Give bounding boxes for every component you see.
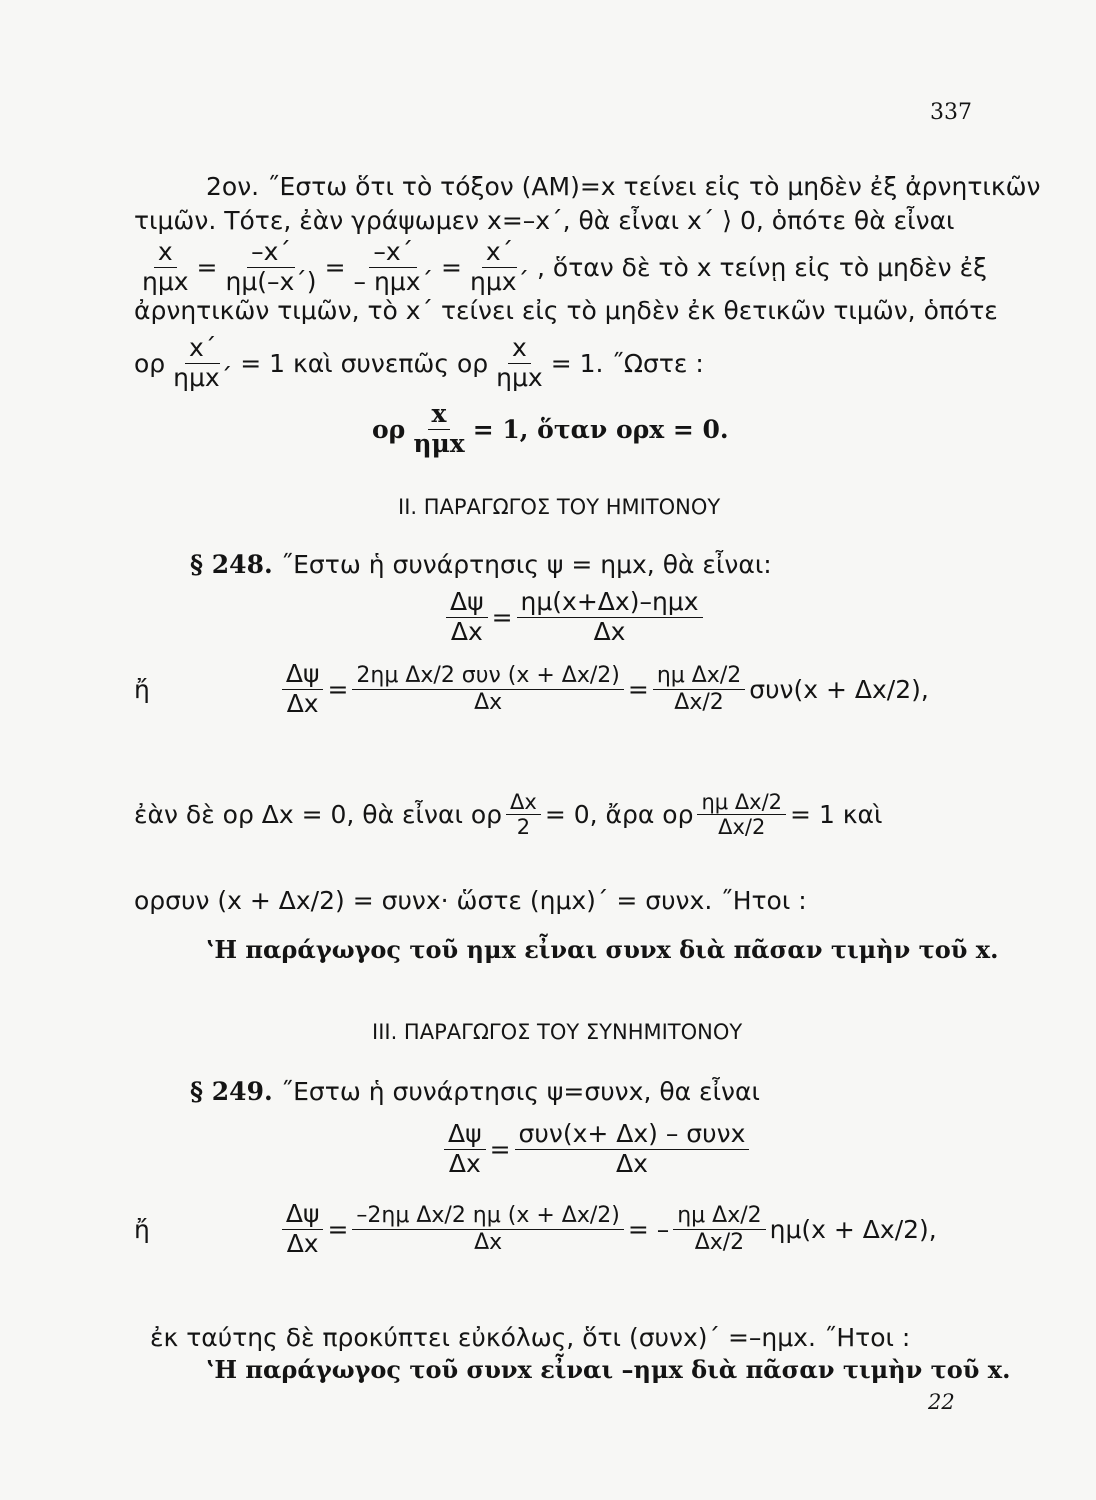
math-line-3: $\frac{x}{\text{ημx}}$ = $\frac{-x΄}{\eta\mu(-x΄)}$ = $\frac{-x΄}{\text{– ημx΄}}$ = $\frac{x΄}{\text{ημx΄}}$ , ὅταν δὲ τὸ x τείνῃ εἰς τὸ μηδὲν ἐξ (134, 238, 987, 297)
fraction: $\frac{-x΄}{\text{– ημx΄}}$ (353, 237, 434, 296)
paragraph-249: § 249. ˝Εστω ἡ συνάρτησις ψ=συνx, θα εἶναι (190, 1077, 760, 1106)
text-line-2: τιμῶν. Τότε, ἐὰν γράψωμεν x=–x΄, θὰ εἶναι x΄ ⟩ 0, ὁπότε θὰ εἶναι (134, 206, 955, 235)
equation-249b: ἤ $\frac{\Delta\psi}{\Delta x}$ = $\frac{\text{–2ημ Δx/2 ημ (x + Δx/2)}}{\Delta x}$ = – $\frac{\text{ημ Δx/2}}{\Delta x/2}$ ημ(x + Δx/2), (134, 1199, 937, 1258)
result-limit: ορ $\frac{x}{\text{ημx}}$ = 1, ὅταν ορx = 0. (372, 399, 729, 458)
paragraph-248: § 248. ˝Εστω ἡ συνάρτησις ψ = ημx, θὰ εἶναι: (190, 550, 772, 579)
section-title-ii: II. ΠΑΡΑΓΩΓΟΣ ΤΟΥ ΗΜΙΤΟΝΟΥ (398, 495, 721, 519)
fraction: $\frac{\text{συν(x+ Δx) – συνx}}{\Delta x}$ (515, 1120, 750, 1179)
footer-number: 22 (928, 1390, 955, 1414)
fraction: $\frac{x}{\text{ημx}}$ (496, 333, 543, 392)
fraction: $\frac{\text{ημ(x+Δx)–ημx}}{\Delta x}$ (517, 588, 703, 647)
fraction: $\frac{\text{ημ Δx/2}}{\Delta x/2}$ (673, 1203, 765, 1255)
text-line-ek: ἐκ ταύτης δὲ προκύπτει εὐκόλως, ὅτι (συνx)΄ =–ημx. ˝Ητοι : (150, 1323, 911, 1352)
section-number: § 249. (190, 1077, 273, 1106)
equation-248b: ἤ $\frac{\Delta\psi}{\Delta x}$ = $\frac{\text{2ημ Δx/2 συν (x + Δx/2)}}{\Delta x}$ = $\frac{\text{ημ Δx/2}}{\Delta x/2}$ συν(x + Δx/2), (134, 659, 929, 718)
fraction: $\frac{x΄}{\text{ημx΄}}$ (469, 237, 530, 296)
section-title-iii: III. ΠΑΡΑΓΩΓΟΣ ΤΟΥ ΣΥΝΗΜΙΤΟΝΟΥ (372, 1020, 743, 1044)
text-line-1: 2ον. ˝Εστω ὅτι τὸ τόξον (ΑΜ)=x τείνει εἰς τὸ μηδὲν ἐξ ἀρνητικῶν (206, 172, 1041, 201)
text-line-orsyn: ορσυν (x + Δx/2) = συνx· ὥστε (ημx)΄ = συνx. ˝Ητοι : (134, 886, 807, 915)
fraction: $\frac{-x΄}{\eta\mu(-x΄)}$ (225, 237, 317, 296)
fraction: $\frac{\text{–2ημ Δx/2 ημ (x + Δx/2)}}{\Delta x}$ (352, 1203, 623, 1255)
text-line-4: ἀρνητικῶν τιμῶν, τὸ x΄ τείνει εἰς τὸ μηδὲν ἐκ θετικῶν τιμῶν, ὁπότε (134, 296, 998, 325)
fraction: $\frac{x}{\text{ημx}}$ (413, 399, 465, 458)
equation-248a: $\frac{\Delta\psi}{\Delta x}$ = $\frac{\text{ημ(x+Δx)–ημx}}{\Delta x}$ (442, 588, 707, 647)
math-line-5: ορ $\frac{x΄}{\text{ημx΄}}$ = 1 καὶ συνεπῶς ορ $\frac{x}{\text{ημx}}$ = 1. ˝Ωστε : (134, 333, 704, 392)
text-line-ean: ἐὰν δὲ ορ Δx = 0, θὰ εἶναι ορ $\frac{\Delta x}{2}$ = 0, ἄρα ορ $\frac{\text{ημ Δx/2}}{\Delta x/2}$ = 1 καὶ (134, 790, 883, 840)
fraction: $\frac{\Delta\psi}{\Delta x}$ (282, 660, 324, 719)
fraction: $\frac{x΄}{\text{ημx΄}}$ (173, 333, 233, 392)
result-derivative-cos: ʽΗ παράγωγος τοῦ συνx εἶναι –ημx διὰ πᾶσαν τιμὴν τοῦ x. (206, 1355, 1011, 1384)
section-number: § 248. (190, 550, 273, 579)
fraction: $\frac{\text{ημ Δx/2}}{\Delta x/2}$ (653, 663, 745, 715)
result-derivative-sin: ʽΗ παράγωγος τοῦ ημx εἶναι συνx διὰ πᾶσαν τιμὴν τοῦ x. (206, 935, 999, 964)
fraction: $\frac{x}{\text{ημx}}$ (142, 237, 189, 296)
fraction: $\frac{\Delta\psi}{\Delta x}$ (444, 1120, 486, 1179)
fraction: $\frac{\Delta\psi}{\Delta x}$ (446, 588, 488, 647)
fraction: $\frac{\text{ημ Δx/2}}{\Delta x/2}$ (697, 790, 786, 839)
page-number: 337 (930, 100, 972, 125)
equation-249a: $\frac{\Delta\psi}{\Delta x}$ = $\frac{\text{συν(x+ Δx) – συνx}}{\Delta x}$ (440, 1120, 753, 1179)
fraction: $\frac{\Delta x}{2}$ (506, 790, 541, 839)
fraction: $\frac{\text{2ημ Δx/2 συν (x + Δx/2)}}{\Delta x}$ (352, 663, 623, 715)
fraction: $\frac{\Delta\psi}{\Delta x}$ (282, 1200, 324, 1259)
